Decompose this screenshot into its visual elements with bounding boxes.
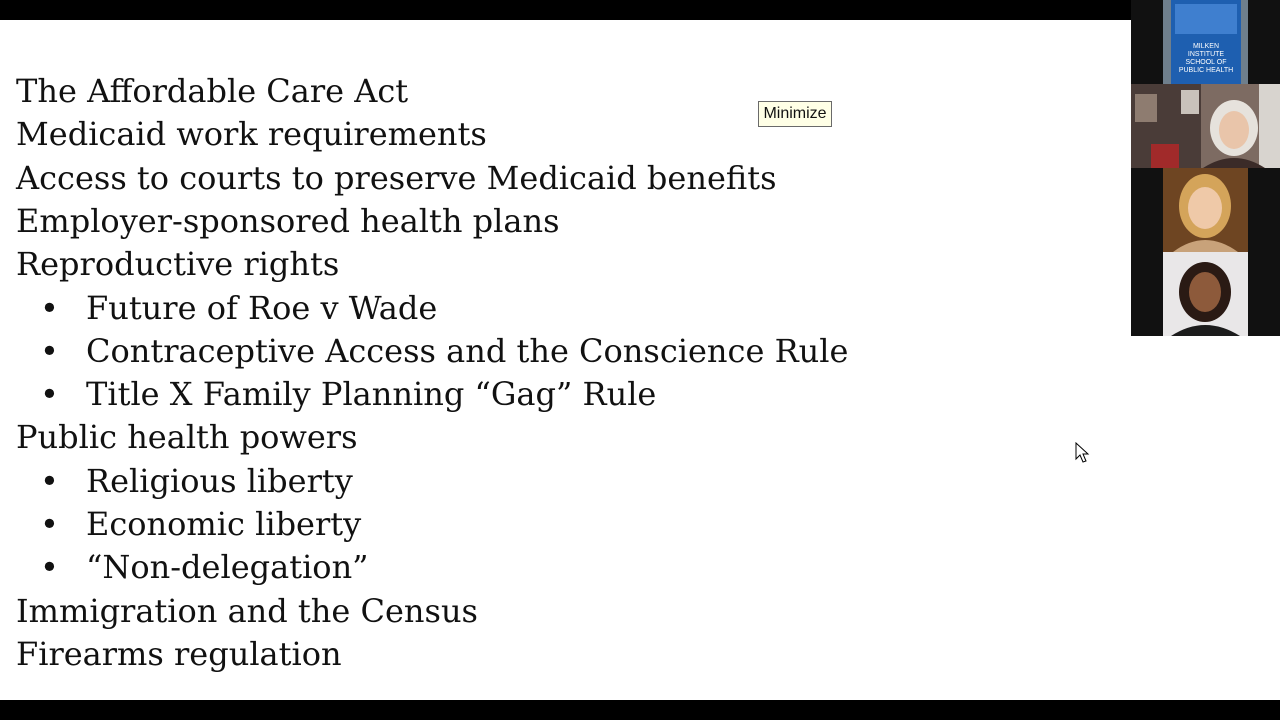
participant-1-tile[interactable] [1131,84,1280,168]
bullet-icon: • [40,288,59,327]
participant-1-video [1131,84,1280,168]
bullet-icon: • [40,505,59,543]
participant-3-video [1163,252,1248,336]
slide-bullet-item [40,332,848,370]
slide-heading-item [16,245,339,283]
arrow-cursor-icon [1075,442,1091,464]
participant-2-tile[interactable] [1163,168,1248,252]
slide-heading-item [16,202,560,240]
slide-heading-item [16,115,487,153]
bottom-letterbox-bar [0,700,1280,720]
participant-2-video [1163,168,1248,252]
book-cover-image [1163,0,1248,84]
slide-line-text: Contraceptive Access and the Conscience Rule [86,331,849,370]
book-text-line-3: SCHOOL OF [1185,59,1227,66]
slide-heading-item [16,635,342,673]
minimize-tooltip[interactable]: Minimize [758,101,832,127]
slide-line-text: Future of Roe v Wade [86,288,438,327]
slide-bullet-item [40,505,361,543]
slide-heading-item [16,418,357,456]
slide-line-text: Reproductive rights [16,245,340,284]
slide-line-text: Employer-sponsored health plans [16,201,560,240]
video-thumbnail-strip[interactable] [1131,0,1280,336]
book-text-line-4: PUBLIC HEALTH [1178,67,1234,74]
slide-bullet-item [40,375,656,413]
book-text-line-2: INSTITUTE [1187,51,1225,58]
slide-line-text: “Non-delegation” [86,548,369,587]
slide-line-text: Access to courts to preserve Medicaid benefits [16,158,777,197]
slide-bullet-item [40,548,369,586]
participant-3-tile[interactable] [1163,252,1248,336]
slide-line-text: The Affordable Care Act [16,72,409,110]
slide-bullet-item [40,289,437,327]
slide-heading-item [16,159,777,197]
slide-line-text: Public health powers [16,418,358,457]
slide-line-text: Economic liberty [86,505,362,543]
slide-line-text: Firearms regulation [16,634,342,673]
bullet-icon: • [40,331,59,370]
bullet-icon: • [40,375,59,414]
slide-line-text: Immigration and the Census [16,591,478,630]
slide-bullet-item [40,462,353,500]
top-letterbox-bar [0,0,1280,20]
shared-slide [0,20,1131,700]
slide-heading-item [16,72,408,110]
slide-line-text: Religious liberty [86,461,353,500]
institution-logo-tile[interactable] [1163,0,1248,84]
slide-heading-item [16,592,478,630]
slide-line-text: Medicaid work requirements [16,115,487,154]
bullet-icon: • [40,548,59,587]
book-text-line-1: MILKEN [1192,43,1220,50]
empty-panel-area [1131,336,1280,700]
bullet-icon: • [40,461,59,500]
slide-line-text: Title X Family Planning “Gag” Rule [86,375,657,414]
